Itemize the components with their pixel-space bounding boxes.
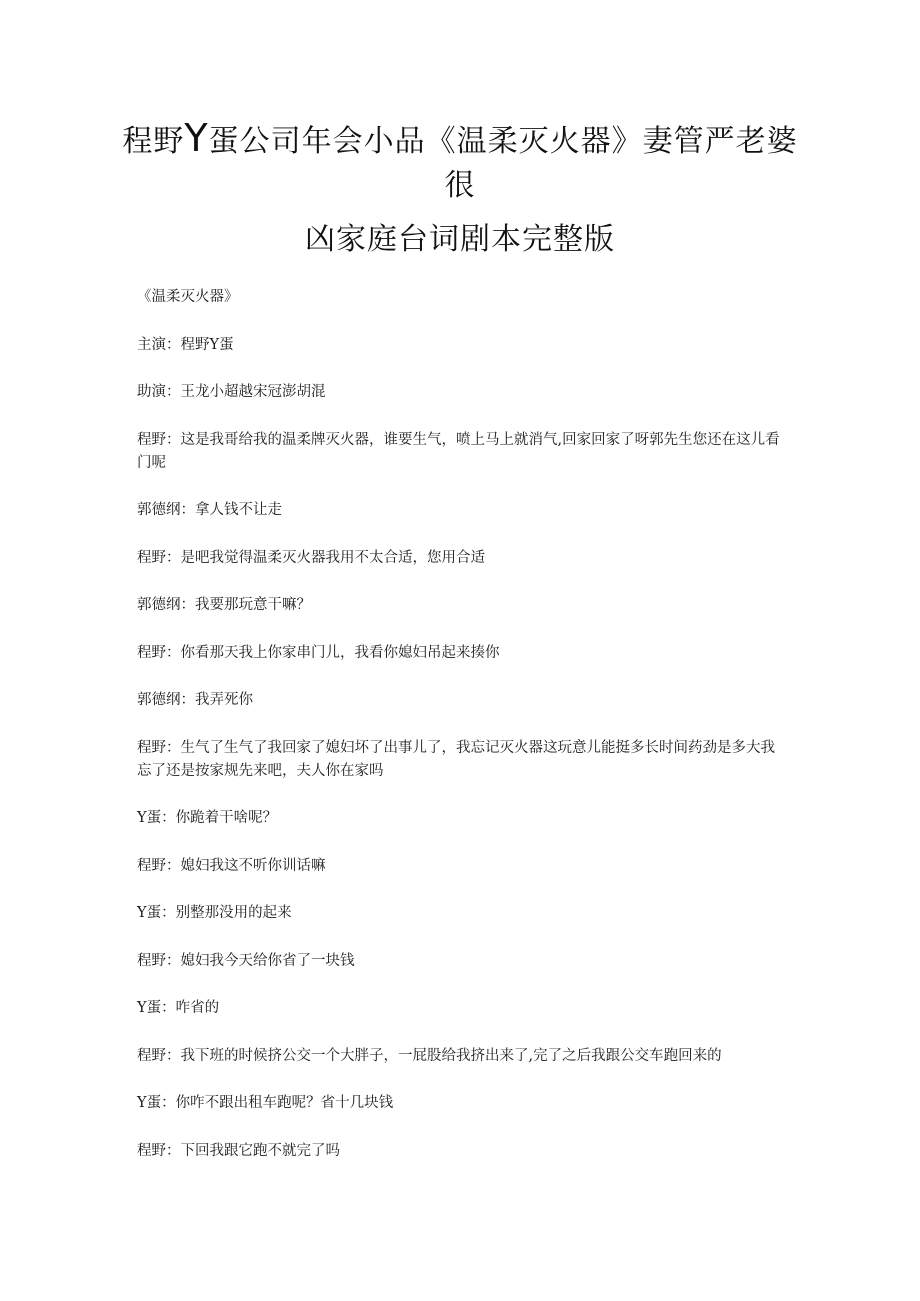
document-title-line-3: 凶家庭台词剧本完整版 (305, 222, 615, 257)
paragraph-dialogue: 程野：这是我哥给我的温柔牌灭火器，谁要生气，喷上马上就消气,回家回家了呀郭先生您还在这儿看门呢 (137, 431, 780, 471)
paragraph-dialogue: 程野：媳妇我今天给你省了一块钱 (137, 952, 355, 969)
paragraph-dialogue: 程野：下回我跟它跑不就完了吗 (137, 1142, 340, 1159)
script-body (137, 286, 787, 1187)
paragraph-dialogue: Y蛋：别整那没用的起来 (137, 905, 292, 921)
paragraph-supporting-cast: 助演：王龙小超越宋冠澎胡混 (137, 384, 326, 400)
paragraph-dialogue: 程野：你看那天我上你家串门儿，我看你媳妇吊起来揍你 (137, 644, 500, 661)
title-suffix: 蛋公司年会小品《温柔灭火器》妻管严老婆 (208, 124, 798, 159)
paragraph-dialogue: 程野：我下班的时候挤公交一个大胖子，一屁股给我挤出来了,完了之后我跟公交车跑回来的 (137, 1047, 722, 1064)
paragraph-lead-cast: 主演：程野Y蛋 (137, 336, 234, 353)
paragraph-dialogue: Y蛋：你跪着干啥呢？ (137, 810, 278, 826)
title-prefix: 程野 (122, 124, 185, 159)
document-title-line-2: 很 (444, 168, 476, 203)
paragraph-dialogue: 郭德纲：我弄死你 (137, 692, 253, 708)
paragraph-dialogue: 程野：生气了生气了我回家了媳妇坏了出事儿了，我忘记灭火器这玩意儿能挺多长时间药劲是多大我忘了还是按家规先来吧，夫人你在家吗 (137, 739, 775, 779)
paragraph-dialogue: Y蛋：咋省的 (137, 1000, 220, 1016)
paragraph-play-name: 《温柔灭火器》 (137, 289, 239, 305)
paragraph-dialogue: 郭德纲：我要那玩意干嘛？ (137, 597, 311, 613)
title-y-letter: Y (184, 116, 209, 160)
paragraph-dialogue: 郭德纲：拿人钱不让走 (137, 502, 282, 518)
paragraph-dialogue: 程野：是吧我觉得温柔灭火器我用不太合适，您用合适 (137, 549, 485, 566)
paragraph-dialogue: 程野：媳妇我这不听你训话嘛 (137, 857, 326, 874)
paragraph-dialogue: Y蛋：你咋不跟出租车跑呢？省十几块钱 (137, 1095, 394, 1111)
